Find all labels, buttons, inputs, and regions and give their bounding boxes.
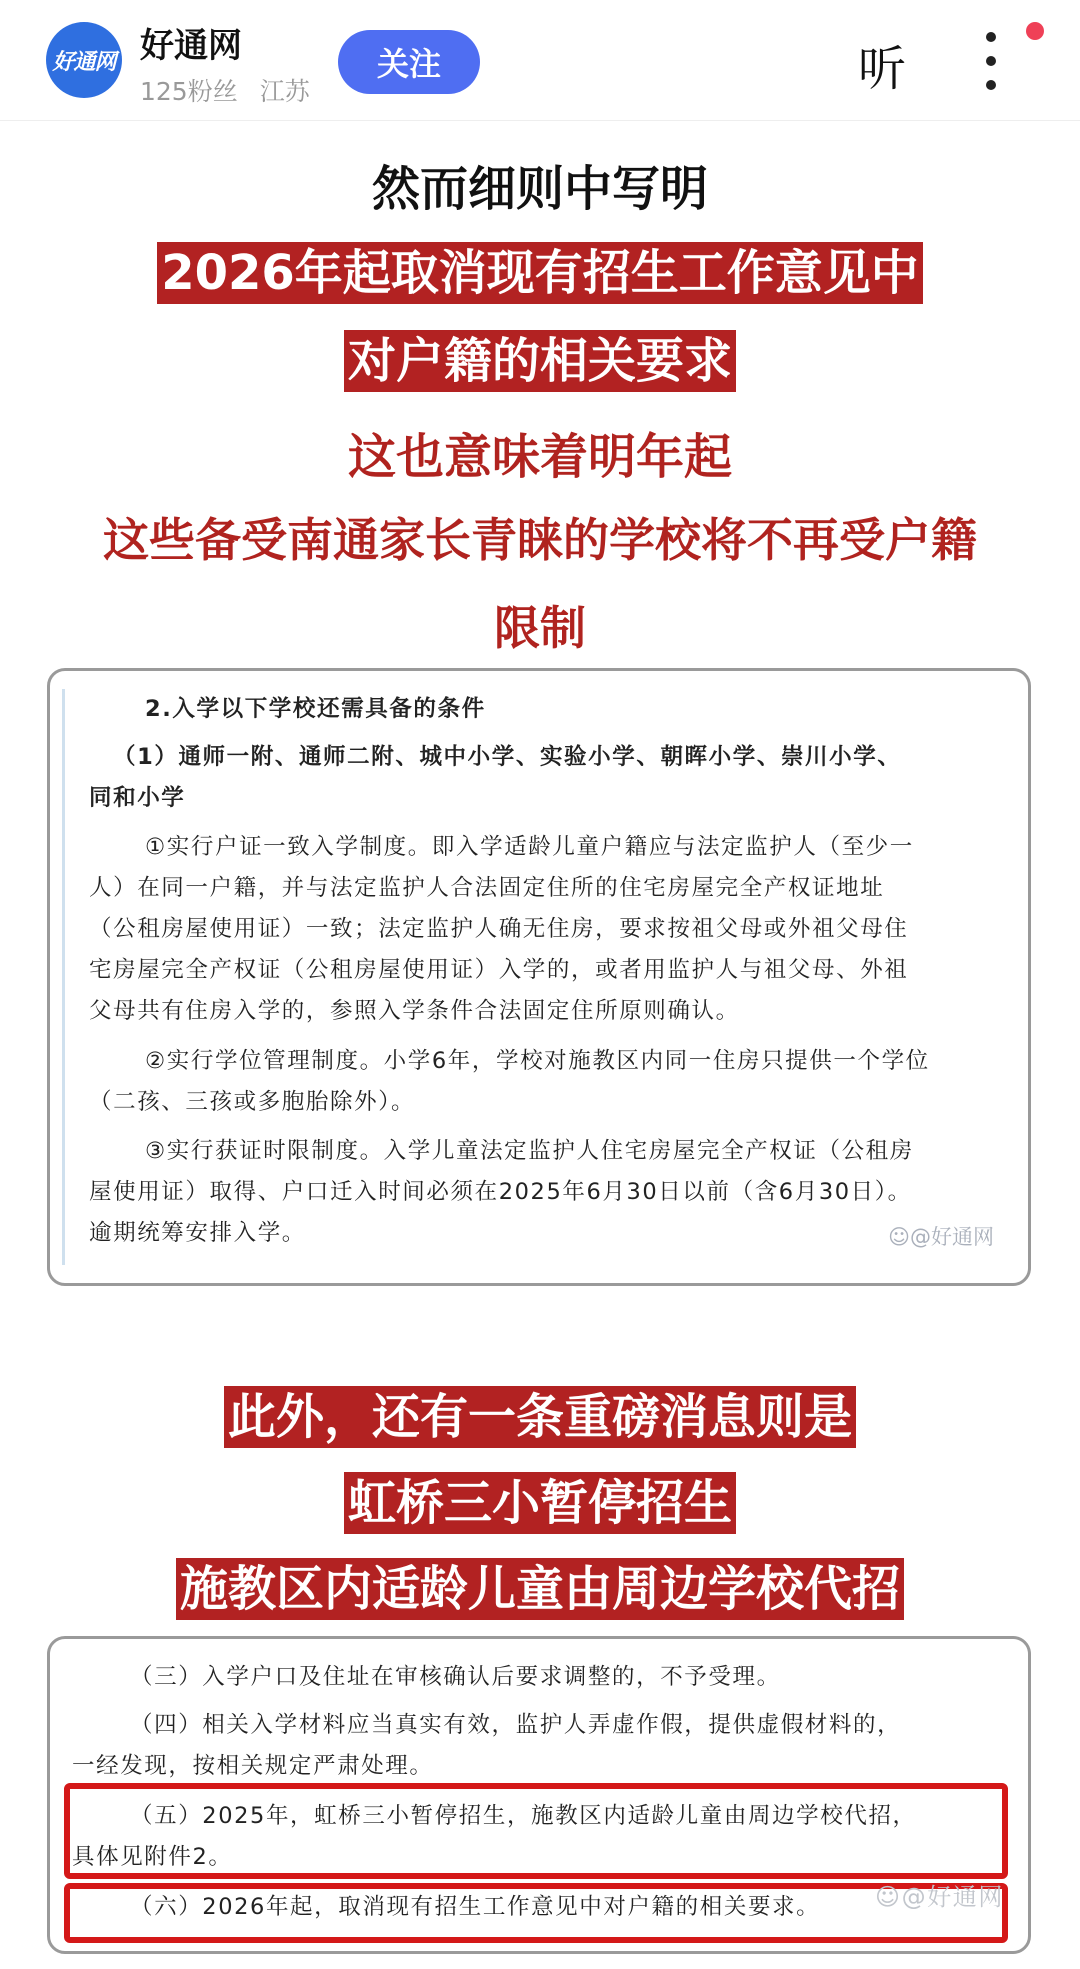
document-image-1 (47, 668, 1031, 1286)
notification-dot (1026, 22, 1044, 40)
headline-line-6: 限制 (494, 601, 586, 655)
account-meta (140, 72, 310, 108)
doc2-para-5-line-2: 具体见附件2。 (72, 1844, 233, 1870)
headline2-line-2: 虹桥三小暂停招生 (0, 1472, 1080, 1534)
watermark: ☺@好通网 (888, 1225, 994, 1249)
doc-subheading-line-2: 同和小学 (89, 785, 186, 811)
doc2-para-5-line-1: （五）2025年，虹桥三小暂停招生，施教区内适龄儿童由周边学校代招， (130, 1803, 917, 1829)
doc2-para-4-line-1: （四）相关入学材料应当真实有效，监护人弄虚作假，提供虚假材料的， (130, 1712, 902, 1738)
more-options-icon[interactable] (984, 32, 998, 90)
doc-item3-line-2: 屋使用证）取得、户口迁入时间必须在2025年6月30日以前（含6月30日）。 (89, 1179, 912, 1205)
doc-item1-line-1: ①实行户证一致入学制度。即入学适龄儿童户籍应与法定监护人（至少一 (145, 834, 914, 860)
document-body (62, 689, 1008, 1265)
doc-item1-line-4: 宅房屋完全产权证（公租房屋使用证）入学的，或者用监护人与祖父母、外祖 (89, 957, 909, 983)
avatar-logo-text: 好通网 (52, 49, 116, 75)
headline-line-1: 然而细则中写明 (371, 161, 708, 217)
headline-line-4: 这也意味着明年起 (347, 429, 732, 485)
doc-item2-line-2: （二孩、三孩或多胞胎除外）。 (89, 1089, 416, 1115)
headline2-line-3: 施教区内适龄儿童由周边学校代招 (0, 1558, 1080, 1620)
avatar[interactable] (46, 22, 122, 98)
doc-item2-line-1: ②实行学位管理制度。小学6年，学校对施教区内同一住房只提供一个学位 (145, 1048, 930, 1074)
doc-item1-line-2: 人）在同一户籍，并与法定监护人合法固定住所的住宅房屋完全产权证地址 (89, 875, 885, 901)
document-image-2 (47, 1636, 1031, 1954)
doc-item1-line-5: 父母共有住房入学的，参照入学条件合法固定住所原则确认。 (89, 998, 740, 1024)
highlight-box-item-5 (64, 1783, 1008, 1879)
headline-line-3: 对户籍的相关要求 (0, 330, 1080, 392)
headline-line-2: 2026年起取消现有招生工作意见中 (0, 242, 1080, 304)
doc-item1-line-3: （公租房屋使用证）一致；法定监护人确无住房，要求按祖父母或外祖父母住 (89, 916, 909, 942)
article-header (0, 0, 1080, 121)
doc2-para-4-line-2: 一经发现，按相关规定严肃处理。 (72, 1753, 434, 1779)
doc-subheading-line-1: （1）通师一附、通师二附、城中小学、实验小学、朝晖小学、崇川小学、 (113, 744, 902, 770)
fans-count: 125粉丝 (140, 77, 238, 106)
doc2-para-6: （六）2026年起，取消现有招生工作意见中对户籍的相关要求。 (130, 1894, 821, 1920)
doc-item3-line-1: ③实行获证时限制度。入学儿童法定监护人住宅房屋完全产权证（公租房 (145, 1138, 914, 1164)
watermark: ☺@好通网 (874, 1883, 1004, 1911)
follow-button[interactable]: 关注 (338, 30, 480, 94)
doc2-para-3: （三）入学户口及住址在审核确认后要求调整的，不予受理。 (130, 1664, 781, 1690)
headline-line-5: 这些备受南通家长青睐的学校将不再受户籍 (103, 513, 977, 567)
doc-heading: 2.入学以下学校还需具备的条件 (145, 696, 486, 722)
doc-item3-line-3: 逾期统筹安排入学。 (89, 1220, 306, 1246)
headline2-line-1: 此外，还有一条重磅消息则是 (0, 1386, 1080, 1448)
account-name[interactable]: 好通网 (140, 26, 242, 66)
highlight-box-item-6 (64, 1883, 1008, 1943)
listen-button[interactable]: 听 (858, 41, 907, 97)
location: 江苏 (259, 77, 310, 106)
